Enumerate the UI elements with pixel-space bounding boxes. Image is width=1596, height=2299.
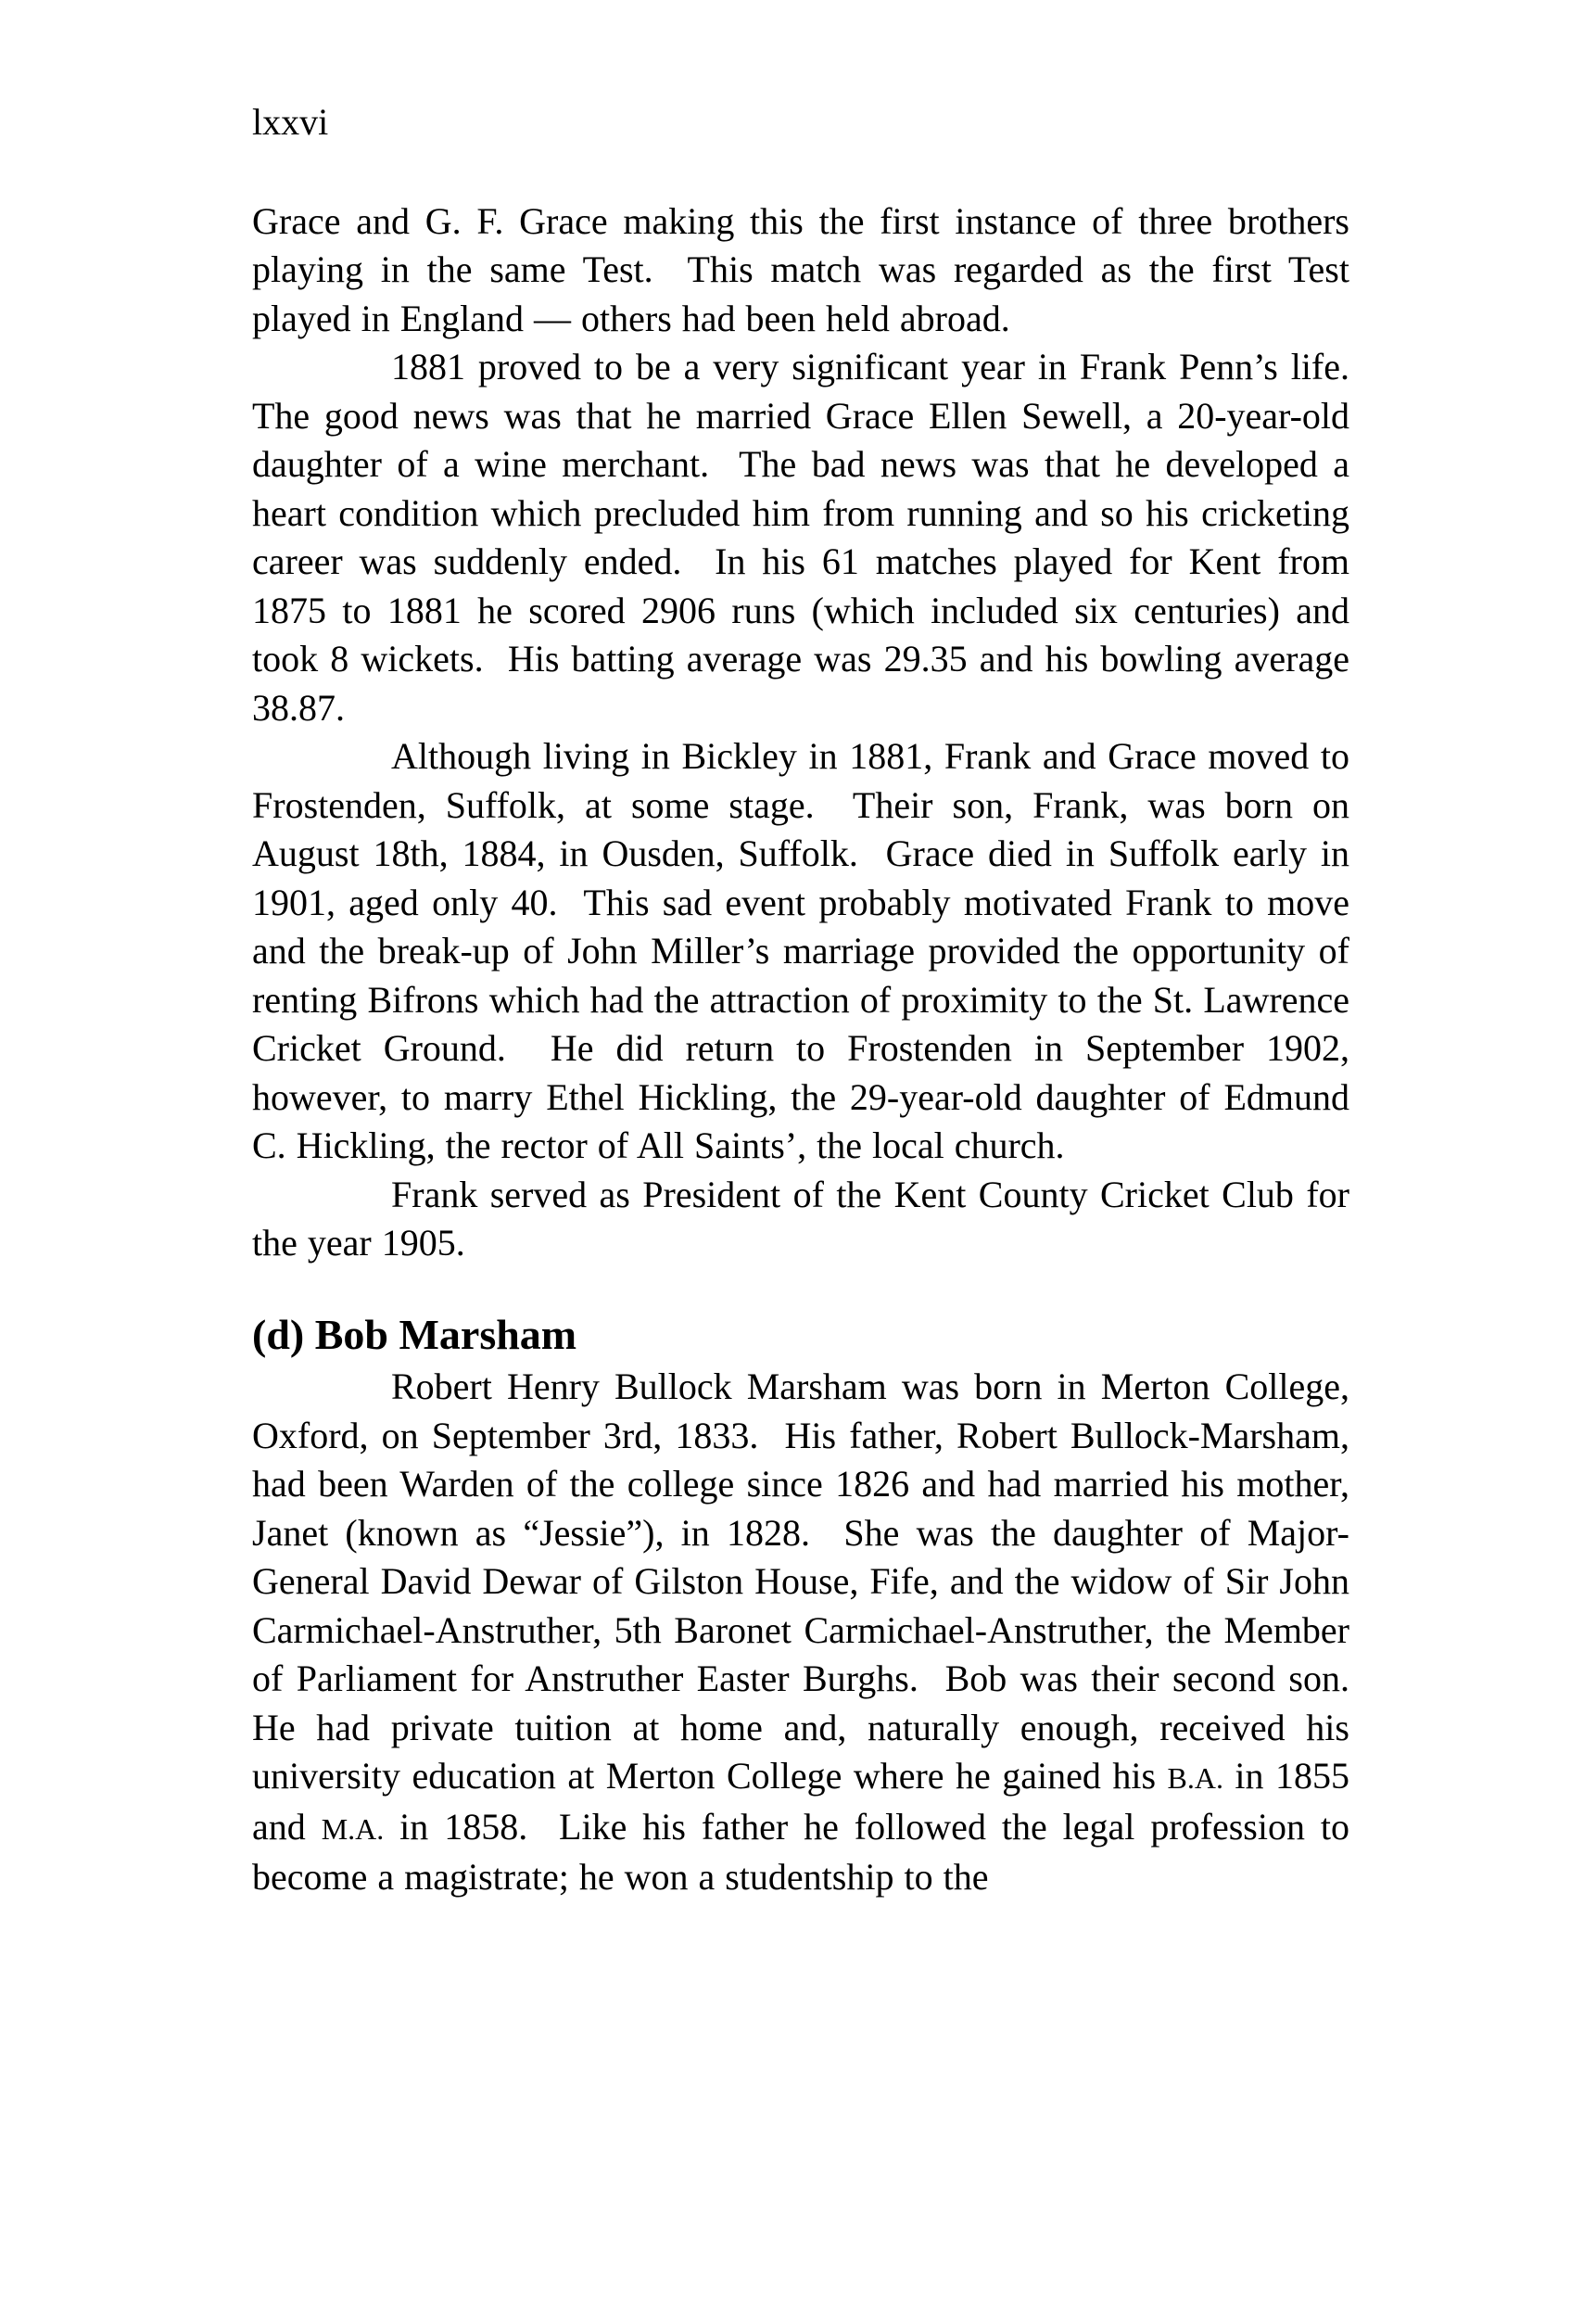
paragraph-robert-marsham	[252, 1363, 1370, 1902]
section-heading-bob-marsham: (d) Bob Marsham	[252, 1310, 577, 1358]
small-caps-ba: B.A.	[1167, 1761, 1223, 1795]
paragraph-1881-significant-year: 1881 proved to be a very significant year in Frank Penn’s life. The good news was that he married Grace Ellen Sewell, a 20-year-old daughter of a wine merchant. The bad news was that he developed a heart condition which precluded him from running and so his cricketing career was suddenly ended. In his 61 matches played for Kent from 1875 to 1881 he scored 2906 runs (which included six centuries) and took 8 wickets. His batting average was 29.35 and his bowling average 38.87.	[252, 346, 1370, 729]
paragraph-robert-marsham-text-3: in 1858. Like his father he followed the legal profession to become a magistrate; he won a studentship to the	[252, 1805, 1360, 1898]
paragraph-robert-marsham-text-2: in 1855 and	[252, 1755, 1360, 1848]
small-caps-ma: M.A.	[321, 1811, 385, 1846]
paragraph-grace-test: Grace and G. F. Grace making this the first instance of three brothers playing in the same Test. This match was regarded as the first Test played in England — others had been held abroad.	[252, 199, 1360, 339]
paragraph-robert-marsham-text-1: Robert Henry Bullock Marsham was born in Merton College, Oxford, on September 3rd, 1833. His father, Robert Bullock-Marsham, had been Warden of the college since 1826 and had married his mother, Janet (known as “Jessie”), in 1828. She was the daughter of Major-General David Dewar of Gilston House, Fife, and the widow of Sir John Carmichael-Anstruther, 5th Baronet Carmichael-Anstruther, the Member of Parliament for Anstruther Easter Burghs. Bob was their second son. He had private tuition at home and, naturally enough, received his university education at Merton College where he gained his	[252, 1365, 1370, 1797]
page-number: lxxvi	[252, 101, 329, 143]
paragraph-bickley-frostenden: Although living in Bickley in 1881, Frank and Grace moved to Frostenden, Suffolk, at some stage. Their son, Frank, was born on August 18th, 1884, in Ousden, Suffolk. Grace died in Suffolk early in 1901, aged only 40. This sad event probably motivated Frank to move and the break-up of John Miller’s marriage provided the opportunity of renting Bifrons which had the attraction of proximity to the St. Lawrence Cricket Ground. He did return to Frostenden in September 1902, however, to marry Ethel Hickling, the 29-year-old daughter of Edmund C. Hickling, the rector of All Saints’, the local church.	[252, 735, 1360, 1166]
paragraph-president-kent: Frank served as President of the Kent County Cricket Club for the year 1905.	[252, 1173, 1360, 1264]
